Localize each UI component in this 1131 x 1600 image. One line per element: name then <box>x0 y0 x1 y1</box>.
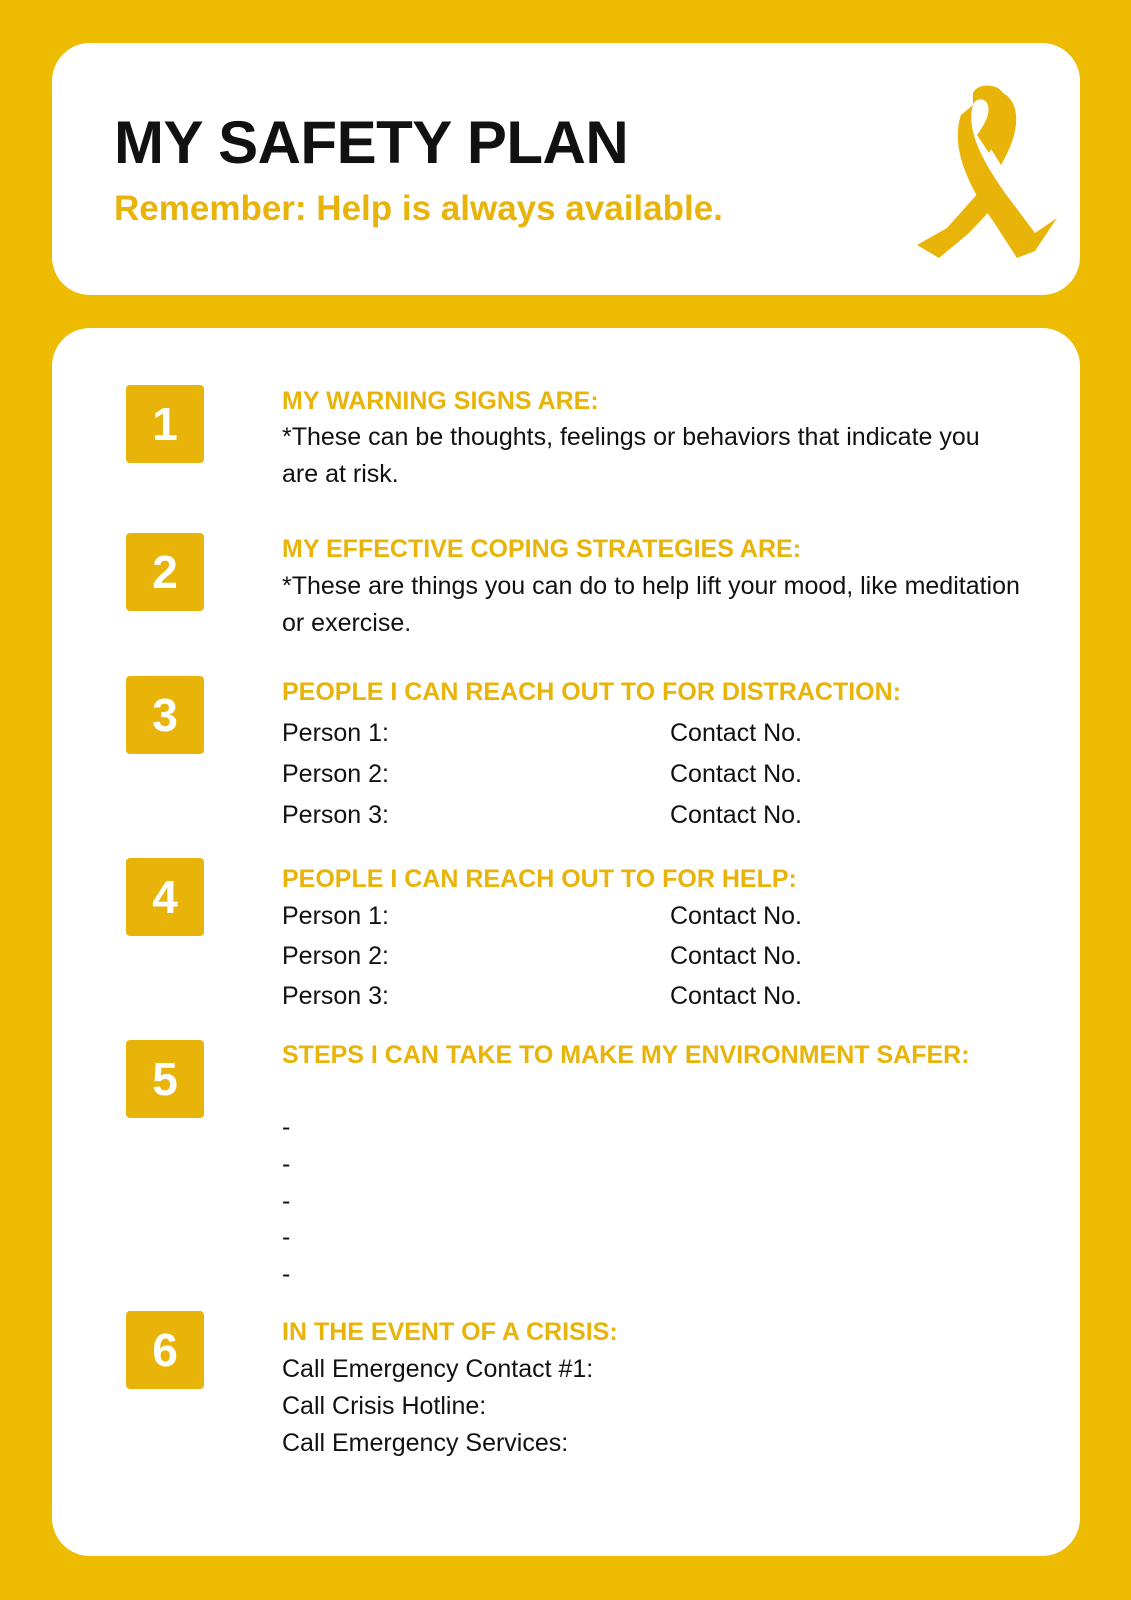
page-subtitle: Remember: Help is always available. <box>114 189 723 228</box>
section-6-line-1: Call Emergency Contact #1: <box>282 1355 594 1383</box>
section-6-number-badge: 6 <box>126 1311 204 1389</box>
page-title: MY SAFETY PLAN <box>114 109 629 176</box>
section-4-number-badge: 4 <box>126 858 204 936</box>
section-5-step-1: - <box>282 1113 291 1141</box>
section-3-number-badge: 3 <box>126 676 204 754</box>
section-1-heading: MY WARNING SIGNS ARE: <box>282 387 599 415</box>
awareness-ribbon-icon <box>917 83 1057 258</box>
section-3-contact-1: Contact No. <box>670 719 803 747</box>
header-card <box>52 43 1080 295</box>
section-3-heading: PEOPLE I CAN REACH OUT TO FOR DISTRACTION: <box>282 678 901 706</box>
plan-card <box>52 328 1080 1556</box>
section-2-heading: MY EFFECTIVE COPING STRATEGIES ARE: <box>282 535 802 563</box>
section-3-contact-2: Contact No. <box>670 760 803 788</box>
section-4-heading: PEOPLE I CAN REACH OUT TO FOR HELP: <box>282 865 797 893</box>
section-5-step-3: - <box>282 1187 291 1215</box>
section-4-person-3: Person 3: <box>282 982 390 1010</box>
section-3-contact-3: Contact No. <box>670 801 803 829</box>
section-2-number-badge: 2 <box>126 533 204 611</box>
section-4-contact-1: Contact No. <box>670 902 803 930</box>
section-2-note: *These are things you can do to help lift your mood, like meditation or exercise. <box>282 572 1020 637</box>
section-3-person-2: Person 2: <box>282 760 390 788</box>
section-6-line-3: Call Emergency Services: <box>282 1429 569 1457</box>
section-6-line-2: Call Crisis Hotline: <box>282 1392 487 1420</box>
section-4-contact-3: Contact No. <box>670 982 803 1010</box>
section-4-person-1: Person 1: <box>282 902 390 930</box>
section-3-person-1: Person 1: <box>282 719 390 747</box>
section-6-heading: IN THE EVENT OF A CRISIS: <box>282 1318 618 1346</box>
section-4-contact-2: Contact No. <box>670 942 803 970</box>
section-5-step-5: - <box>282 1260 291 1288</box>
section-4-person-2: Person 2: <box>282 942 390 970</box>
section-5-number-badge: 5 <box>126 1040 204 1118</box>
section-1-note: *These can be thoughts, feelings or behaviors that indicate you are at risk. <box>282 423 980 488</box>
section-3-person-3: Person 3: <box>282 801 390 829</box>
section-5-step-2: - <box>282 1150 291 1178</box>
section-5-heading: STEPS I CAN TAKE TO MAKE MY ENVIRONMENT SAFER: <box>282 1041 970 1069</box>
section-1-number-badge: 1 <box>126 385 204 463</box>
section-5-step-4: - <box>282 1223 291 1251</box>
